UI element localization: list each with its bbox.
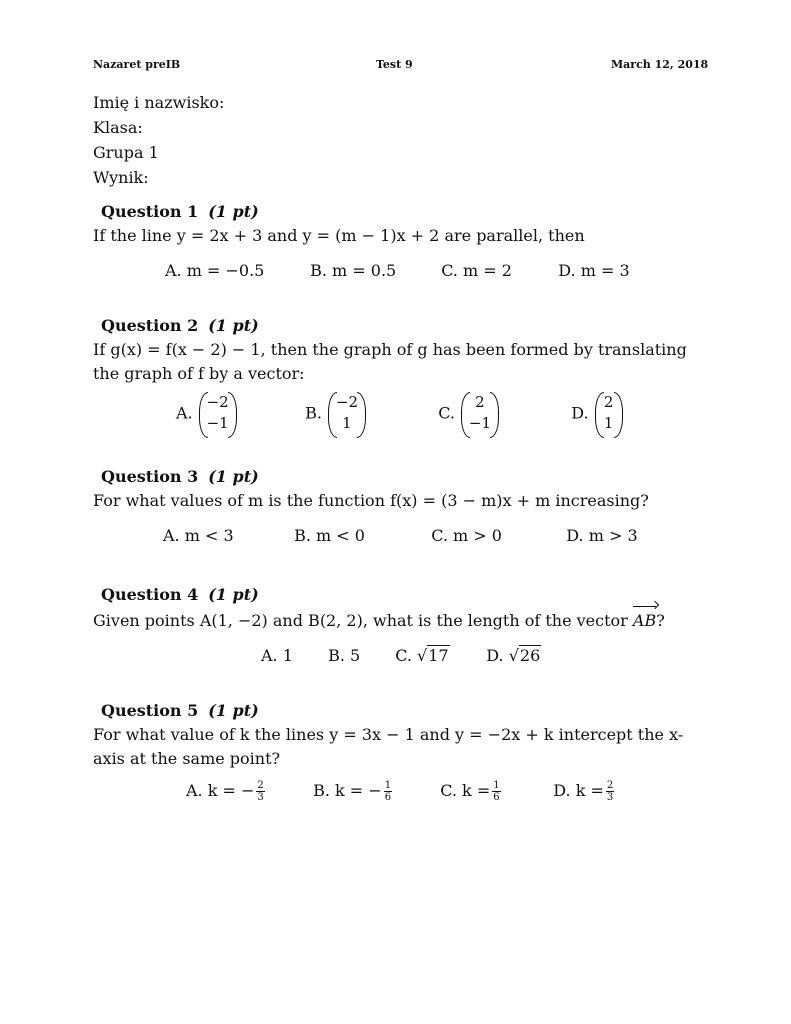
question-2-points: (1 pt) <box>208 316 259 335</box>
q2-option-b-label: B. <box>305 403 322 423</box>
q2-option-c-vector <box>461 392 499 436</box>
question-5-options <box>186 780 614 803</box>
header-right: March 12, 2018 <box>611 58 709 71</box>
q2-d-bottom: 1 <box>603 414 614 432</box>
q5-a-den: 3 <box>257 792 264 803</box>
header-left: Nazaret preIB <box>93 58 181 71</box>
q2-c-top: 2 <box>475 393 485 411</box>
q5-option-a-label: A. k = − <box>186 781 255 800</box>
question-2-label: Question 2 <box>101 316 199 335</box>
question-5-label: Question 5 <box>101 701 199 720</box>
q1-option-b: B. m = 0.5 <box>310 261 397 280</box>
q5-a-fraction <box>256 780 264 803</box>
q1-option-c: C. m = 2 <box>441 261 512 280</box>
question-5-title <box>101 701 259 720</box>
question-2-options <box>176 392 623 436</box>
q5-b-num: 1 <box>384 780 392 791</box>
q5-option-d-label: D. k = <box>553 781 604 800</box>
question-1-points: (1 pt) <box>208 202 259 221</box>
question-2-text: If g(x) = f(x − 2) − 1, then the graph of g has been formed by translating the graph of f by a vector: <box>93 340 687 383</box>
q2-option-a-vector <box>199 392 237 436</box>
q4-option-b: B. 5 <box>328 646 361 665</box>
question-2-title <box>101 316 259 335</box>
q2-b-top: −2 <box>335 393 358 411</box>
q5-option-b <box>313 780 435 803</box>
info-group: Grupa 1 <box>93 143 159 162</box>
q1-option-a: A. m = −0.5 <box>165 261 265 280</box>
q2-d-top: 2 <box>603 393 614 411</box>
question-5-points: (1 pt) <box>208 701 259 720</box>
header-center: Test 9 <box>376 58 413 71</box>
q5-a-num: 2 <box>257 780 264 791</box>
q4-text-before: Given points A(1, −2) and B(2, 2), what is the length of the vector <box>93 611 633 630</box>
question-4-title <box>101 585 259 604</box>
q5-option-a <box>186 780 308 803</box>
question-1-options <box>165 261 630 280</box>
q2-c-bottom: −1 <box>468 414 492 432</box>
q3-option-a: A. m < 3 <box>163 526 234 545</box>
q5-option-c-label: C. k = <box>440 781 491 800</box>
question-4-label: Question 4 <box>101 585 199 604</box>
q4-option-c <box>395 646 481 665</box>
info-name: Imię i nazwisko: <box>93 93 225 112</box>
q4-option-c-label: C. <box>395 646 412 665</box>
q5-option-c <box>440 780 548 803</box>
question-3-points: (1 pt) <box>208 467 259 486</box>
question-3-text: For what values of m is the function f(x) = (3 − m)x + m increasing? <box>93 491 649 510</box>
q2-option-d-vector <box>595 392 623 436</box>
q2-option-b-vector <box>328 392 366 436</box>
q4-text-after: ? <box>656 611 665 630</box>
q2-option-b <box>305 392 433 436</box>
question-4-text <box>93 609 705 633</box>
sqrt-26: √26 <box>508 646 541 665</box>
q5-option-b-label: B. k = − <box>313 781 382 800</box>
q5-c-fraction <box>492 780 500 803</box>
q5-option-d <box>553 780 614 803</box>
question-3-label: Question 3 <box>101 467 199 486</box>
q3-option-d: D. m > 3 <box>566 526 638 545</box>
vector-ab: AB <box>633 609 656 633</box>
q5-b-fraction <box>384 780 392 803</box>
q5-c-den: 6 <box>493 792 500 803</box>
sqrt-17: √17 <box>417 646 449 665</box>
q2-option-a <box>176 392 300 436</box>
question-3-title <box>101 467 259 486</box>
info-class: Klasa: <box>93 118 143 137</box>
q4-option-d-label: D. <box>486 646 504 665</box>
q2-a-bottom: −1 <box>206 414 229 432</box>
question-1-label: Question 1 <box>101 202 199 221</box>
radicand-26: 26 <box>519 646 541 665</box>
q1-option-d: D. m = 3 <box>558 261 630 280</box>
q2-option-d-label: D. <box>571 403 589 423</box>
q2-option-a-label: A. <box>176 403 193 423</box>
info-score: Wynik: <box>93 168 149 187</box>
q3-option-c: C. m > 0 <box>431 526 502 545</box>
question-5-text: For what value of k the lines y = 3x − 1 and y = −2x + k intercept the x-axis at the same point? <box>93 725 684 768</box>
student-info <box>93 90 224 190</box>
question-1-text: If the line y = 2x + 3 and y = (m − 1)x + 2 are parallel, then <box>93 226 585 245</box>
radicand-17: 17 <box>428 646 449 665</box>
question-4-points: (1 pt) <box>208 585 259 604</box>
question-3-options <box>163 526 638 545</box>
q3-option-b: B. m < 0 <box>294 526 365 545</box>
q5-d-fraction <box>606 780 614 803</box>
q5-d-den: 3 <box>606 792 614 803</box>
q4-option-d <box>486 646 541 665</box>
q2-b-bottom: 1 <box>342 414 352 432</box>
q2-option-d <box>571 392 622 436</box>
q5-d-num: 2 <box>606 780 614 791</box>
q2-option-c-label: C. <box>438 403 455 423</box>
q5-c-num: 1 <box>493 780 500 791</box>
q2-option-c <box>438 392 566 436</box>
q5-b-den: 6 <box>384 792 392 803</box>
q2-a-top: −2 <box>206 393 229 411</box>
q4-option-a: A. 1 <box>261 646 293 665</box>
question-1-title <box>101 202 259 221</box>
question-4-options <box>261 646 541 665</box>
